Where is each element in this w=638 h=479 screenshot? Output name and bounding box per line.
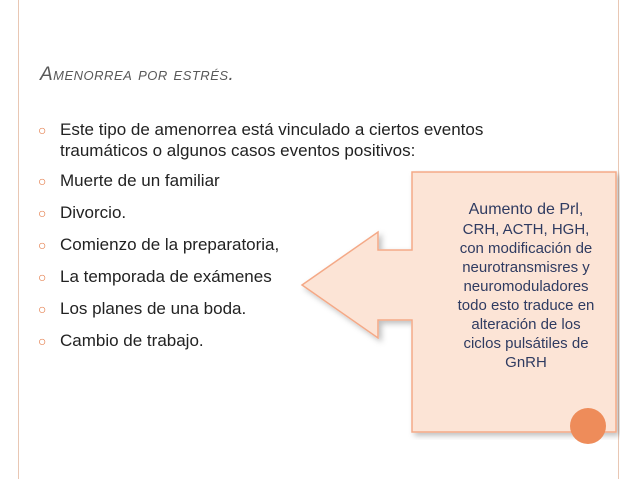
frame-line-left xyxy=(18,0,19,479)
callout-line: neuromoduladores xyxy=(463,278,589,295)
bullet-text: Los planes de una boda. xyxy=(60,299,247,318)
callout-line: CRH, ACTH, HGH, xyxy=(462,221,590,238)
circle-bullet-icon: ○ xyxy=(38,205,47,221)
bullet-text: Cambio de trabajo. xyxy=(60,331,204,350)
bullet-text: La temporada de exámenes xyxy=(60,267,272,286)
bullet-text: Este tipo de amenorrea está vinculado a ciertos eventos traumáticos o algunos casos eventos positivos: xyxy=(60,120,484,160)
circle-bullet-icon: ○ xyxy=(38,269,47,285)
circle-bullet-icon: ○ xyxy=(38,122,47,138)
bullet-text: Comienzo de la preparatoria, xyxy=(60,235,280,254)
slide-title: Amenorrea por estrés. xyxy=(40,64,235,85)
callout-text xyxy=(442,200,610,372)
circle-bullet-icon: ○ xyxy=(38,173,47,189)
callout-line: con modificación de xyxy=(459,240,593,257)
corner-dot-decoration xyxy=(570,408,606,444)
callout-line: GnRH xyxy=(505,354,547,371)
circle-bullet-icon: ○ xyxy=(38,301,47,317)
circle-bullet-icon: ○ xyxy=(38,237,47,253)
bullet-text: Divorcio. xyxy=(60,203,127,222)
callout-line: Aumento de Prl, xyxy=(468,201,584,218)
bullet-text: Muerte de un familiar xyxy=(60,171,220,190)
circle-bullet-icon: ○ xyxy=(38,333,47,349)
callout-line: ciclos pulsátiles de xyxy=(463,335,589,352)
bullet-item xyxy=(38,119,518,161)
callout-line: todo esto traduce en xyxy=(457,297,595,314)
callout-line: neurotransmisres y xyxy=(462,259,590,276)
callout-line: alteración de los xyxy=(471,316,581,333)
